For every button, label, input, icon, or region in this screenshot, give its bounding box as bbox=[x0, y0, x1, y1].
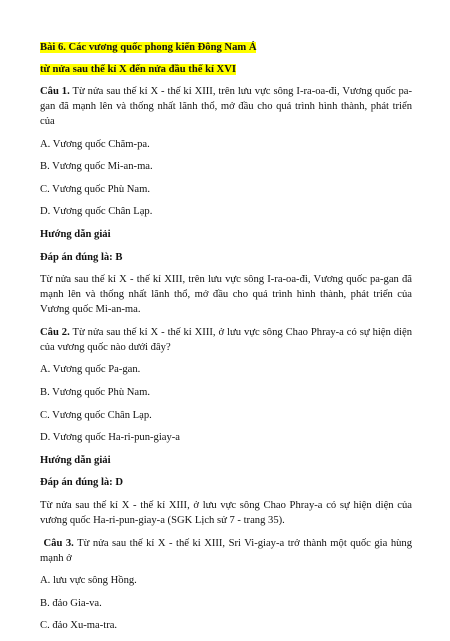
question-1-answer: Đáp án đúng là: B bbox=[40, 251, 123, 263]
question-2-answer: Đáp án đúng là: D bbox=[40, 477, 124, 489]
question-2-guide-heading: Hướng dẫn giải bbox=[40, 454, 111, 466]
question-3-option-a: A. lưu vực sông Hồng. bbox=[40, 575, 137, 587]
question-1-option-d: D. Vương quốc Chân Lạp. bbox=[40, 206, 153, 218]
lesson-title-line-1: Bài 6. Các vương quốc phong kiến Đông Nam Á bbox=[40, 42, 257, 53]
question-1-option-c: C. Vương quốc Phù Nam. bbox=[40, 183, 151, 195]
question-2-option-a: A. Vương quốc Pa-gan. bbox=[40, 364, 141, 376]
question-1-explanation: Từ nửa sau thế kỉ X - thế kỉ XIII, trên lưu vực sông I-ra-oa-đi, Vương quốc pa-gan đã mạnh lên và thống nhất lãnh thổ, mở đầu cho quá trình hình thành, phát triển của Vương quốc Mi-an-ma. bbox=[40, 274, 412, 316]
question-3-option-c: C. đảo Xu-ma-tra. bbox=[40, 620, 118, 632]
question-1 bbox=[40, 84, 412, 129]
question-2-option-c: C. Vương quốc Chân Lạp. bbox=[40, 409, 152, 421]
question-1-text: Từ nửa sau thế kỉ X - thế kỉ XIII, trên lưu vực sông I-ra-oa-đi, Vương quốc pa-gan đã mạnh lên và thống nhất lãnh thổ, mở đầu cho quá trình hình thành, phát triển của bbox=[40, 86, 412, 127]
question-2-option-d: D. Vương quốc Ha-ri-pun-giay-a bbox=[40, 432, 180, 444]
question-2 bbox=[40, 325, 412, 355]
lesson-title-line-2: từ nửa sau thế kỉ X đến nửa đầu thế kỉ XVI bbox=[40, 64, 236, 75]
question-3-label: Câu 3. bbox=[43, 537, 74, 549]
question-2-label: Câu 2. bbox=[40, 326, 70, 338]
question-3-option-b: B. đảo Gia-va. bbox=[40, 597, 102, 609]
question-2-text: Từ nửa sau thế kỉ X - thế kỉ XIII, ở lưu vực sông Chao Phray-a có sự hiện diện của vương quốc nào dưới đây? bbox=[40, 326, 412, 353]
question-1-option-a: A. Vương quốc Chăm-pa. bbox=[40, 138, 150, 150]
lesson-title bbox=[40, 40, 412, 77]
question-1-label: Câu 1. bbox=[40, 86, 70, 97]
question-3 bbox=[40, 536, 412, 566]
document-page bbox=[40, 40, 412, 641]
question-2-explanation: Từ nửa sau thế kỉ X - thế kỉ XIII, ở lưu vực sông Chao Phray-a có sự hiện diện của vương quốc Ha-ri-pun-giay-a (SGK Lịch sử 7 - trang 35). bbox=[40, 499, 412, 526]
question-1-guide-heading: Hướng dẫn giải bbox=[40, 228, 111, 240]
question-2-option-b: B. Vương quốc Phù Nam. bbox=[40, 386, 151, 398]
question-1-option-b: B. Vương quốc Mi-an-ma. bbox=[40, 161, 153, 173]
question-3-text: Từ nửa sau thế kỉ X - thế kỉ XIII, Sri Vi-giay-a trở thành một quốc gia hùng mạnh ở bbox=[40, 537, 413, 564]
